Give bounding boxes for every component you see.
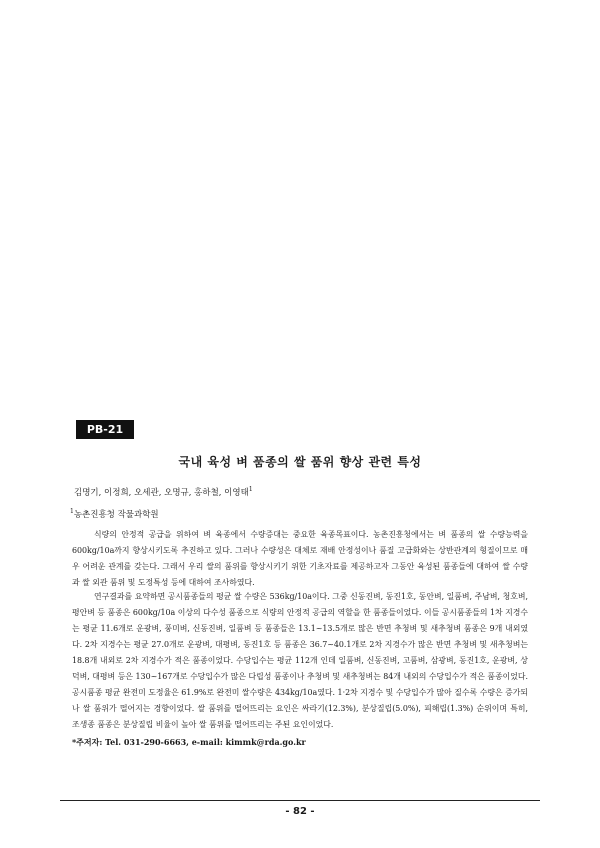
footer-divider [60, 800, 540, 801]
affiliation-name: 농촌진흥청 작물과학원 [73, 510, 159, 520]
author-names: 김명기, 이정희, 오세관, 오명규, 홍하철, 이영태 [74, 488, 249, 498]
affiliation-marker: 1 [70, 508, 74, 516]
abstract-title: 국내 육성 벼 품종의 쌀 품위 향상 관련 특성 [178, 455, 422, 469]
page-number: - 82 - [285, 806, 315, 817]
affiliation [70, 508, 159, 520]
author-affiliation-marker: 1 [248, 486, 253, 494]
corresponding-author-contact: *주저자: Tel. 031-290-6663, e-mail: kimmk@rda.go.kr [72, 737, 306, 747]
abstract-paragraph-results: 연구결과를 요약하면 공시품종들의 평균 쌀 수량은 536kg/10a이다. 그중 신동진벼, 동진1호, 동안벼, 일품벼, 주남벼, 청호벼, 평안벼 등 품종은 600kg/10a 이상의 다수성 품종으로 식량의 안정적 공급의 역할을 한 품종들이었다. 이들 공시품종들의 1차 지경수는 평균 11.6개로 운광벼, 풍미벼, 신동진벼, 일품벼 등 품종들은 13.1~13.5개로 많은 반면 추청벼 및 새추청벼 품종은 9개 내외였다. 2차 지경수는 평균 27.0개로 운광벼, 대평벼, 동진1호 등 품종은 36.7~40.1개로 2차 지경수가 많은 반면 추청벼 및 새추청벼는 18.8개 내외로 2차 지경수가 적은 품종이었다. 수당입수는 평균 112개 인데 일품벼, 신동진벼, 고품벼, 삼광벼, 동진1호, 운광벼, 상덕벼, 대평벼 등은 130~167개로 수당입수가 많은 다립성 품종이나 추청벼 및 새추청벼는 84개 내외의 수당입수가 적은 품종이었다. 공시품종 평균 완전미 도정율은 61.9%로 완전미 쌀수량은 434kg/10a였다. 1·2차 지경수 및 수당입수가 많아 질수록 수량은 증가되나 쌀 품위가 떨어지는 경향이었다. 쌀 품위를 떨어뜨리는 요인은 싸라기(12.3%), 분상질립(5.0%), 피해립(1.3%) 순위이며 특히, 조생종 품종은 분상질립 비율이 높아 쌀 품위를 떨어뜨리는 주된 요인이었다. [72, 592, 528, 729]
abstract-paragraph-intro: 식량의 안정적 공급을 위하여 벼 육종에서 수량증대는 중요한 육종목표이다. 농촌진흥청에서는 벼 품종의 쌀 수량능력을 600kg/10a까지 향상시키도록 추진하고 있다. 그러나 수량성은 대체로 재배 안정성이나 품질 고급화와는 상반관계의 형질이므로 매우 어려운 관계를 갖는다. 그래서 우리 쌀의 품위를 향상시키기 위한 기초자료를 제공하고자 그동안 육성된 품종들에 대하여 쌀 수량과 쌀 외관 품위 및 도정특성 등에 대하여 조사하였다. [72, 530, 528, 587]
poster-code-badge: PB-21 [76, 420, 134, 439]
author-list [74, 486, 253, 498]
